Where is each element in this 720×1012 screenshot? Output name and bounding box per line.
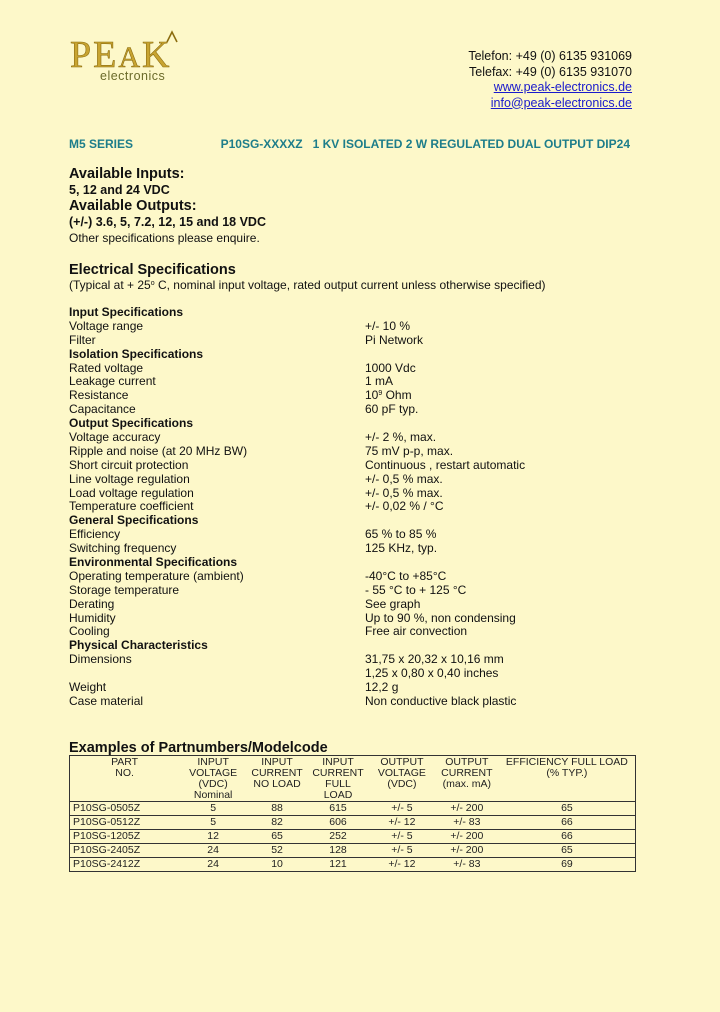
- table-cell: 24: [179, 844, 247, 858]
- table-header-cell: [70, 756, 180, 802]
- table-body: [70, 802, 636, 872]
- table-header-line: INPUT: [261, 756, 293, 768]
- table-cell: 82: [247, 816, 307, 830]
- table-header-line: INPUT: [322, 756, 354, 768]
- table-header-line: INPUT: [197, 756, 229, 768]
- available-inputs-value: 5, 12 and 24 VDC: [69, 183, 170, 197]
- table-header-line: OUTPUT: [380, 756, 424, 768]
- table-header-line: OUTPUT: [445, 756, 489, 768]
- table-header-line: NO LOAD: [253, 778, 301, 790]
- table-header-cell: [247, 756, 307, 802]
- logo-peak-mark-icon: [165, 30, 179, 44]
- table-row: [70, 858, 636, 872]
- contact-block: [468, 49, 632, 111]
- peak-logo: [70, 36, 190, 86]
- table-cell: 5: [179, 802, 247, 816]
- table-header-line: CURRENT: [251, 767, 303, 779]
- table-cell: +/- 12: [369, 816, 435, 830]
- table-cell: +/- 200: [435, 844, 499, 858]
- table-header-cell: [369, 756, 435, 802]
- table-row: [70, 816, 636, 830]
- table-cell: 5: [179, 816, 247, 830]
- electrical-specs-subtitle: (Typical at + $25^o$ C, nominal input voltage, rated output current unless otherwise specified): [69, 278, 546, 292]
- table-header-line: LOAD: [323, 789, 353, 801]
- table-cell: 65: [247, 830, 307, 844]
- table-cell: +/- 5: [369, 830, 435, 844]
- table-cell: 252: [307, 830, 369, 844]
- table-row: [70, 844, 636, 858]
- table-cell: +/- 200: [435, 802, 499, 816]
- product-title: P10SG-XXXXZ 1 KV ISOLATED 2 W REGULATED DUAL OUTPUT DIP24: [220, 137, 630, 151]
- logo-wordmark: PEAK: [70, 34, 172, 76]
- available-outputs-value: (+/-) 3.6, 5, 7.2, 12, 15 and 18 VDC: [69, 215, 266, 229]
- available-outputs-title: Available Outputs:: [69, 198, 197, 214]
- table-header-line: PART: [111, 756, 139, 768]
- table-header-line: VOLTAGE: [377, 767, 426, 779]
- table-cell: +/- 83: [435, 816, 499, 830]
- table-cell: 65: [499, 844, 636, 858]
- table-cell: 88: [247, 802, 307, 816]
- table-header-line: CURRENT: [312, 767, 364, 779]
- table-cell: 65: [499, 802, 636, 816]
- table-header-cell: [179, 756, 247, 802]
- email-link[interactable]: info@peak-electronics.de: [490, 95, 632, 110]
- part-number-cell: P10SG-2405Z: [70, 844, 180, 858]
- partnumbers-title: Examples of Partnumbers/Modelcode: [69, 740, 328, 756]
- table-header-line: (% TYP.): [546, 767, 588, 779]
- table-cell: +/- 200: [435, 830, 499, 844]
- table-header-line: Nominal: [193, 789, 233, 801]
- table-header-line: NO.: [115, 767, 134, 779]
- part-number-cell: P10SG-2412Z: [70, 858, 180, 872]
- table-header-line: (max. mA): [442, 778, 492, 790]
- series-label: M5 SERIES: [69, 137, 134, 151]
- table-header-row: [70, 756, 636, 802]
- table-cell: +/- 83: [435, 858, 499, 872]
- table-cell: 69: [499, 858, 636, 872]
- logo-subtext: electronics: [100, 69, 166, 83]
- table-cell: 66: [499, 816, 636, 830]
- partnumbers-table: [69, 755, 636, 872]
- phone-number: Telefon: +49 (0) 6135 931069: [468, 49, 632, 63]
- electrical-specs-title: Electrical Specifications: [69, 262, 236, 278]
- table-cell: 10: [247, 858, 307, 872]
- table-row: [70, 830, 636, 844]
- table-cell: 606: [307, 816, 369, 830]
- table-cell: 66: [499, 830, 636, 844]
- table-header-cell: [435, 756, 499, 802]
- table-header-line: (VDC): [198, 778, 228, 790]
- table-row: [70, 802, 636, 816]
- fax-number: Telefax: +49 (0) 6135 931070: [469, 64, 632, 79]
- table-header-line: EFFICIENCY FULL LOAD: [505, 756, 628, 768]
- table-header-cell: [307, 756, 369, 802]
- table-cell: +/- 5: [369, 802, 435, 816]
- table-cell: +/- 5: [369, 844, 435, 858]
- table-header-line: (VDC): [387, 778, 417, 790]
- website-link[interactable]: www.peak-electronics.de: [493, 80, 632, 94]
- table-header-line: VOLTAGE: [189, 767, 238, 779]
- table-header-line: FULL: [325, 778, 351, 790]
- table-header-cell: [499, 756, 636, 802]
- table-cell: 128: [307, 844, 369, 858]
- available-inputs-title: Available Inputs:: [69, 166, 185, 182]
- table-cell: 12: [179, 830, 247, 844]
- part-number-cell: P10SG-0512Z: [70, 816, 180, 830]
- table-cell: 24: [179, 858, 247, 872]
- part-number-cell: P10SG-0505Z: [70, 802, 180, 816]
- table-header-line: CURRENT: [441, 767, 493, 779]
- table-cell: 121: [307, 858, 369, 872]
- part-number-cell: P10SG-1205Z: [70, 830, 180, 844]
- table-cell: 52: [247, 844, 307, 858]
- table-cell: +/- 12: [369, 858, 435, 872]
- enquire-note: Other specifications please enquire.: [69, 231, 260, 245]
- table-cell: 615: [307, 802, 369, 816]
